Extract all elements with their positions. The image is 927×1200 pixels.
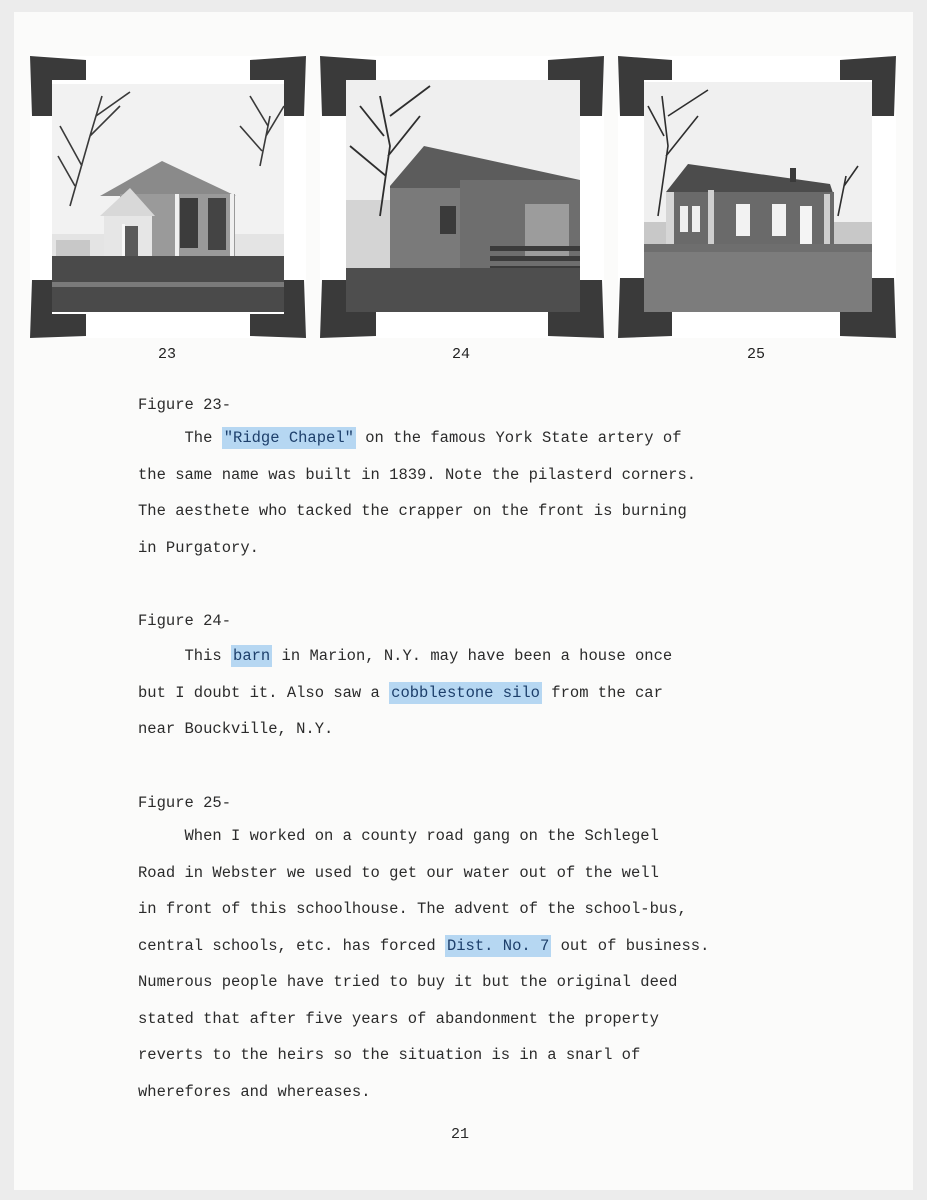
text-segment: in Marion, N.Y. may have been a house once (272, 647, 673, 665)
text-line (138, 420, 696, 457)
photo-number-23: 23 (158, 346, 177, 363)
text-segment: central schools, etc. has forced (138, 936, 445, 955)
photo-number-25: 25 (747, 346, 766, 363)
text-segment: The aesthete who tacked the crapper on the front is burning (138, 502, 687, 520)
text-segment: out of business. (551, 936, 710, 955)
highlighted-phrase[interactable]: "Ridge Chapel" (223, 429, 354, 447)
text-segment: in front of this schoolhouse. The advent of the school-bus, (138, 900, 687, 918)
text-segment: Road in Webster we used to get our water out of the well (138, 863, 659, 882)
text-line (138, 711, 672, 748)
text-segment: When I worked on a county road gang on the Schlegel (138, 827, 659, 845)
text-segment: the same name was built in 1839. Note the pilasterd corners. (138, 465, 697, 484)
photo-barn (320, 56, 604, 338)
text-segment: Numerous people have tried to buy it but the original deed (138, 973, 678, 991)
figure-23-text (138, 420, 696, 566)
photo-ridge-chapel (30, 56, 306, 338)
text-line (138, 1074, 709, 1111)
text-line (138, 928, 709, 965)
text-segment: This (138, 647, 232, 665)
text-segment: wherefores and whereases. (138, 1082, 371, 1101)
text-line (138, 457, 696, 494)
figure-25-text (138, 818, 709, 1110)
text-segment: but I doubt it. Also saw a (138, 683, 390, 702)
text-segment: from the car (541, 683, 663, 702)
text-segment: in Purgatory. (138, 538, 259, 557)
text-segment: on the famous York State artery of (355, 429, 682, 447)
photo-number-24: 24 (452, 346, 471, 363)
text-line (138, 493, 696, 530)
highlighted-phrase[interactable]: Dist. No. 7 (446, 936, 550, 955)
text-line (138, 855, 709, 892)
text-line (138, 891, 709, 928)
text-segment: reverts to the heirs so the situation is in a snarl of (138, 1046, 641, 1064)
text-line (138, 1037, 709, 1074)
photo-schoolhouse (618, 56, 896, 338)
text-segment: The (138, 429, 222, 447)
text-line (138, 964, 709, 1001)
figure-25-heading: Figure 25- (138, 794, 232, 812)
figure-24-text (138, 638, 672, 748)
text-segment: near Bouckville, N.Y. (138, 720, 334, 738)
highlighted-phrase[interactable]: barn (233, 647, 271, 665)
page-number: 21 (451, 1126, 470, 1143)
text-line (138, 1001, 709, 1038)
text-line (138, 638, 672, 675)
figure-23-heading: Figure 23- (138, 396, 232, 414)
figure-24-heading: Figure 24- (138, 612, 232, 630)
text-line (138, 818, 709, 855)
text-segment: stated that after five years of abandonment the property (138, 1009, 659, 1028)
text-line (138, 675, 672, 712)
highlighted-phrase[interactable]: cobblestone silo (391, 683, 540, 702)
text-line (138, 530, 696, 567)
